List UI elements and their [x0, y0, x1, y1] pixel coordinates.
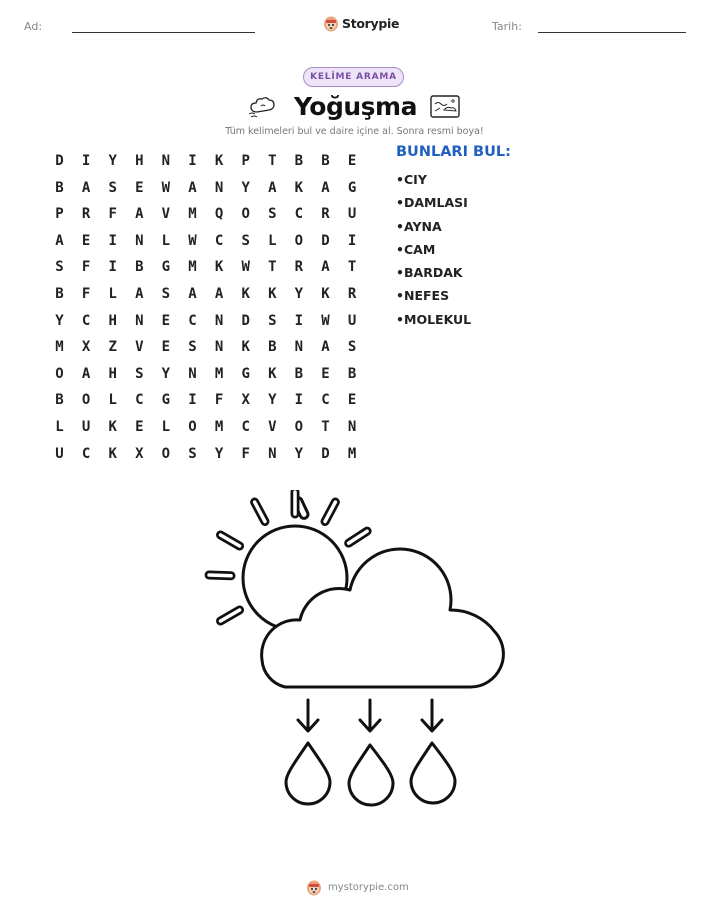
- word-bank-item: • CAM: [396, 241, 471, 264]
- grid-cell[interactable]: A: [188, 286, 197, 302]
- grid-cell[interactable]: N: [347, 419, 357, 435]
- word-bank-list: [396, 171, 471, 334]
- grid-cell[interactable]: D: [55, 153, 64, 169]
- grid-cell[interactable]: M: [55, 339, 64, 356]
- grid-cell[interactable]: G: [241, 365, 250, 382]
- grid-cell[interactable]: I: [188, 392, 197, 409]
- grid-cell[interactable]: T: [347, 259, 357, 276]
- grid-cell[interactable]: O: [188, 419, 197, 435]
- grid-cell[interactable]: G: [161, 392, 171, 409]
- date-label: Tarih:: [492, 20, 522, 33]
- activity-badge: KELİME ARAMA: [303, 67, 404, 87]
- grid-cell[interactable]: E: [347, 392, 357, 409]
- grid-cell[interactable]: G: [161, 259, 171, 276]
- grid-cell[interactable]: W: [161, 179, 171, 196]
- grid-cell[interactable]: Y: [294, 286, 304, 302]
- grid-cell[interactable]: G: [347, 179, 357, 196]
- grid-cell[interactable]: C: [241, 419, 250, 435]
- grid-cell[interactable]: K: [268, 365, 277, 382]
- grid-cell[interactable]: S: [188, 339, 197, 356]
- grid-cell[interactable]: K: [108, 419, 117, 435]
- grid-cell[interactable]: E: [321, 365, 330, 382]
- grid-cell[interactable]: S: [268, 312, 277, 329]
- grid-cell[interactable]: D: [321, 232, 330, 249]
- grid-cell[interactable]: T: [268, 153, 277, 169]
- grid-cell[interactable]: W: [321, 312, 330, 329]
- steam-cloud-icon: [247, 94, 279, 120]
- grid-cell[interactable]: L: [161, 232, 171, 249]
- mascot-icon: [323, 15, 339, 32]
- grid-cell[interactable]: K: [294, 179, 304, 196]
- grid-cell[interactable]: B: [347, 365, 357, 382]
- grid-cell[interactable]: I: [81, 153, 91, 169]
- grid-cell[interactable]: B: [135, 259, 144, 276]
- grid-cell[interactable]: F: [81, 259, 91, 276]
- grid-cell[interactable]: C: [188, 312, 197, 329]
- grid-cell[interactable]: S: [188, 445, 197, 462]
- grid-cell[interactable]: E: [81, 232, 91, 249]
- word-bank-item: • AYNA: [396, 218, 471, 241]
- grid-cell[interactable]: S: [241, 232, 250, 249]
- grid-cell[interactable]: O: [55, 365, 64, 382]
- grid-cell[interactable]: E: [135, 419, 144, 435]
- word-bank-item: • MOLEKUL: [396, 311, 471, 334]
- grid-cell[interactable]: L: [161, 419, 171, 435]
- grid-cell[interactable]: F: [81, 286, 91, 302]
- grid-cell[interactable]: N: [214, 179, 224, 196]
- grid-cell[interactable]: A: [81, 179, 91, 196]
- grid-cell[interactable]: I: [108, 232, 117, 249]
- grid-cell[interactable]: U: [81, 419, 91, 435]
- grid-cell[interactable]: A: [321, 179, 330, 196]
- grid-cell[interactable]: Y: [241, 179, 250, 196]
- name-line[interactable]: [72, 32, 255, 33]
- grid-cell[interactable]: N: [214, 312, 224, 329]
- grid-cell[interactable]: O: [294, 419, 304, 435]
- grid-cell[interactable]: M: [214, 419, 224, 435]
- grid-cell[interactable]: P: [241, 153, 250, 169]
- grid-cell[interactable]: M: [214, 365, 224, 382]
- grid-cell[interactable]: A: [321, 339, 330, 356]
- grid-cell[interactable]: B: [55, 392, 64, 409]
- grid-cell[interactable]: K: [268, 286, 277, 302]
- grid-cell[interactable]: B: [55, 286, 64, 302]
- grid-cell[interactable]: V: [268, 419, 277, 435]
- grid-cell[interactable]: B: [268, 339, 277, 356]
- grid-cell[interactable]: K: [214, 259, 224, 276]
- grid-cell[interactable]: L: [268, 232, 277, 249]
- name-label: Ad:: [24, 20, 43, 33]
- grid-cell[interactable]: Y: [55, 312, 64, 329]
- grid-cell[interactable]: E: [135, 179, 144, 196]
- grid-cell[interactable]: D: [241, 312, 250, 329]
- grid-cell[interactable]: H: [108, 365, 117, 382]
- word-bank-item: • BARDAK: [396, 264, 471, 287]
- grid-cell[interactable]: Y: [214, 445, 224, 462]
- grid-cell[interactable]: C: [294, 206, 304, 223]
- grid-cell[interactable]: A: [135, 206, 144, 223]
- grid-cell[interactable]: T: [268, 259, 277, 276]
- grid-cell[interactable]: C: [321, 392, 330, 409]
- grid-cell[interactable]: C: [81, 312, 91, 329]
- grid-cell[interactable]: R: [347, 286, 357, 302]
- grid-cell[interactable]: E: [347, 153, 357, 169]
- grid-cell[interactable]: I: [108, 259, 117, 276]
- grid-cell[interactable]: I: [188, 153, 197, 169]
- word-bank-item: • DAMLASI: [396, 194, 471, 217]
- grid-cell[interactable]: A: [321, 259, 330, 276]
- grid-cell[interactable]: N: [135, 312, 144, 329]
- footer: [306, 879, 409, 896]
- grid-cell[interactable]: S: [268, 206, 277, 223]
- brand-name: Storypie: [342, 15, 400, 31]
- grid-cell[interactable]: L: [108, 392, 117, 409]
- grid-cell[interactable]: K: [108, 445, 117, 462]
- grid-cell[interactable]: Y: [161, 365, 171, 382]
- grid-cell[interactable]: R: [321, 206, 330, 223]
- grid-cell[interactable]: K: [214, 153, 224, 169]
- grid-cell[interactable]: F: [108, 206, 117, 223]
- grid-cell[interactable]: R: [294, 259, 304, 276]
- grid-cell[interactable]: V: [161, 206, 171, 223]
- grid-cell[interactable]: N: [188, 365, 197, 382]
- page-title: Yoğuşma: [294, 92, 417, 121]
- grid-cell[interactable]: Y: [108, 153, 117, 169]
- grid-cell[interactable]: X: [81, 339, 91, 356]
- grid-cell[interactable]: N: [294, 339, 304, 356]
- grid-cell[interactable]: S: [161, 286, 171, 302]
- grid-cell[interactable]: N: [135, 232, 144, 249]
- grid-cell[interactable]: U: [347, 312, 357, 329]
- word-bank-item: • CIY: [396, 171, 471, 194]
- grid-cell[interactable]: P: [55, 206, 64, 223]
- grid-cell[interactable]: N: [161, 153, 171, 169]
- grid-cell[interactable]: K: [241, 339, 250, 356]
- word-bank-title: BUNLARI BUL:: [396, 144, 511, 160]
- grid-cell[interactable]: X: [135, 445, 144, 462]
- grid-cell[interactable]: K: [241, 286, 250, 302]
- grid-cell[interactable]: K: [321, 286, 330, 302]
- grid-cell[interactable]: T: [321, 419, 330, 435]
- date-line[interactable]: [538, 32, 686, 33]
- grid-cell[interactable]: A: [135, 286, 144, 302]
- grid-cell[interactable]: U: [347, 206, 357, 223]
- grid-cell[interactable]: Q: [214, 206, 224, 223]
- grid-cell[interactable]: B: [294, 153, 304, 169]
- grid-cell[interactable]: L: [55, 419, 64, 435]
- grid-cell[interactable]: V: [135, 339, 144, 356]
- grid-cell[interactable]: O: [294, 232, 304, 249]
- window-condensation-icon: [429, 94, 461, 120]
- sun-ray-fill: [209, 575, 231, 576]
- grid-cell[interactable]: I: [294, 392, 304, 409]
- grid-cell[interactable]: W: [241, 259, 250, 276]
- grid-cell[interactable]: F: [214, 392, 224, 409]
- grid-cell[interactable]: X: [241, 392, 250, 409]
- grid-cell[interactable]: U: [55, 445, 64, 462]
- grid-cell[interactable]: C: [81, 445, 91, 462]
- grid-cell[interactable]: I: [347, 232, 357, 249]
- grid-cell[interactable]: L: [108, 286, 117, 302]
- grid-cell[interactable]: M: [347, 445, 357, 462]
- grid-cell[interactable]: B: [294, 365, 304, 382]
- word-bank-item: • NEFES: [396, 287, 471, 310]
- grid-cell[interactable]: W: [188, 232, 197, 249]
- grid-cell[interactable]: O: [241, 206, 250, 223]
- grid-cell[interactable]: C: [135, 392, 144, 409]
- sun-cloud-rain-icon: [200, 490, 510, 810]
- grid-cell[interactable]: H: [108, 312, 117, 329]
- grid-cell[interactable]: R: [81, 206, 91, 223]
- grid-cell[interactable]: B: [55, 179, 64, 196]
- grid-cell[interactable]: B: [321, 153, 330, 169]
- grid-cell[interactable]: D: [321, 445, 330, 462]
- grid-cell[interactable]: A: [81, 365, 91, 382]
- grid-cell[interactable]: S: [108, 179, 117, 196]
- grid-cell[interactable]: I: [294, 312, 304, 329]
- grid-cell[interactable]: E: [161, 312, 171, 329]
- instructions: Tüm kelimeleri bul ve daire içine al. Sonra resmi boya!: [225, 126, 484, 137]
- footer-url[interactable]: mystorypie.com: [328, 882, 409, 893]
- grid-cell[interactable]: A: [268, 179, 277, 196]
- grid-cell[interactable]: N: [268, 445, 277, 462]
- grid-cell[interactable]: Z: [108, 339, 117, 356]
- grid-cell[interactable]: N: [214, 339, 224, 356]
- grid-cell[interactable]: S: [135, 365, 144, 382]
- grid-cell[interactable]: S: [55, 259, 64, 276]
- grid-cell[interactable]: E: [161, 339, 171, 356]
- grid-cell[interactable]: C: [214, 232, 224, 249]
- grid-cell[interactable]: Y: [268, 392, 277, 409]
- grid-cell[interactable]: A: [55, 232, 64, 249]
- grid-cell[interactable]: A: [188, 179, 197, 196]
- grid-cell[interactable]: O: [81, 392, 91, 409]
- grid-cell[interactable]: M: [188, 206, 197, 223]
- grid-cell[interactable]: F: [241, 445, 250, 462]
- grid-cell[interactable]: O: [161, 445, 171, 462]
- grid-cell[interactable]: A: [214, 286, 224, 302]
- grid-cell[interactable]: Y: [294, 445, 304, 462]
- grid-cell[interactable]: H: [135, 153, 144, 169]
- grid-cell[interactable]: S: [347, 339, 357, 356]
- grid-cell[interactable]: M: [188, 259, 197, 276]
- brand-logo: [323, 13, 399, 33]
- mascot-icon: [306, 879, 322, 896]
